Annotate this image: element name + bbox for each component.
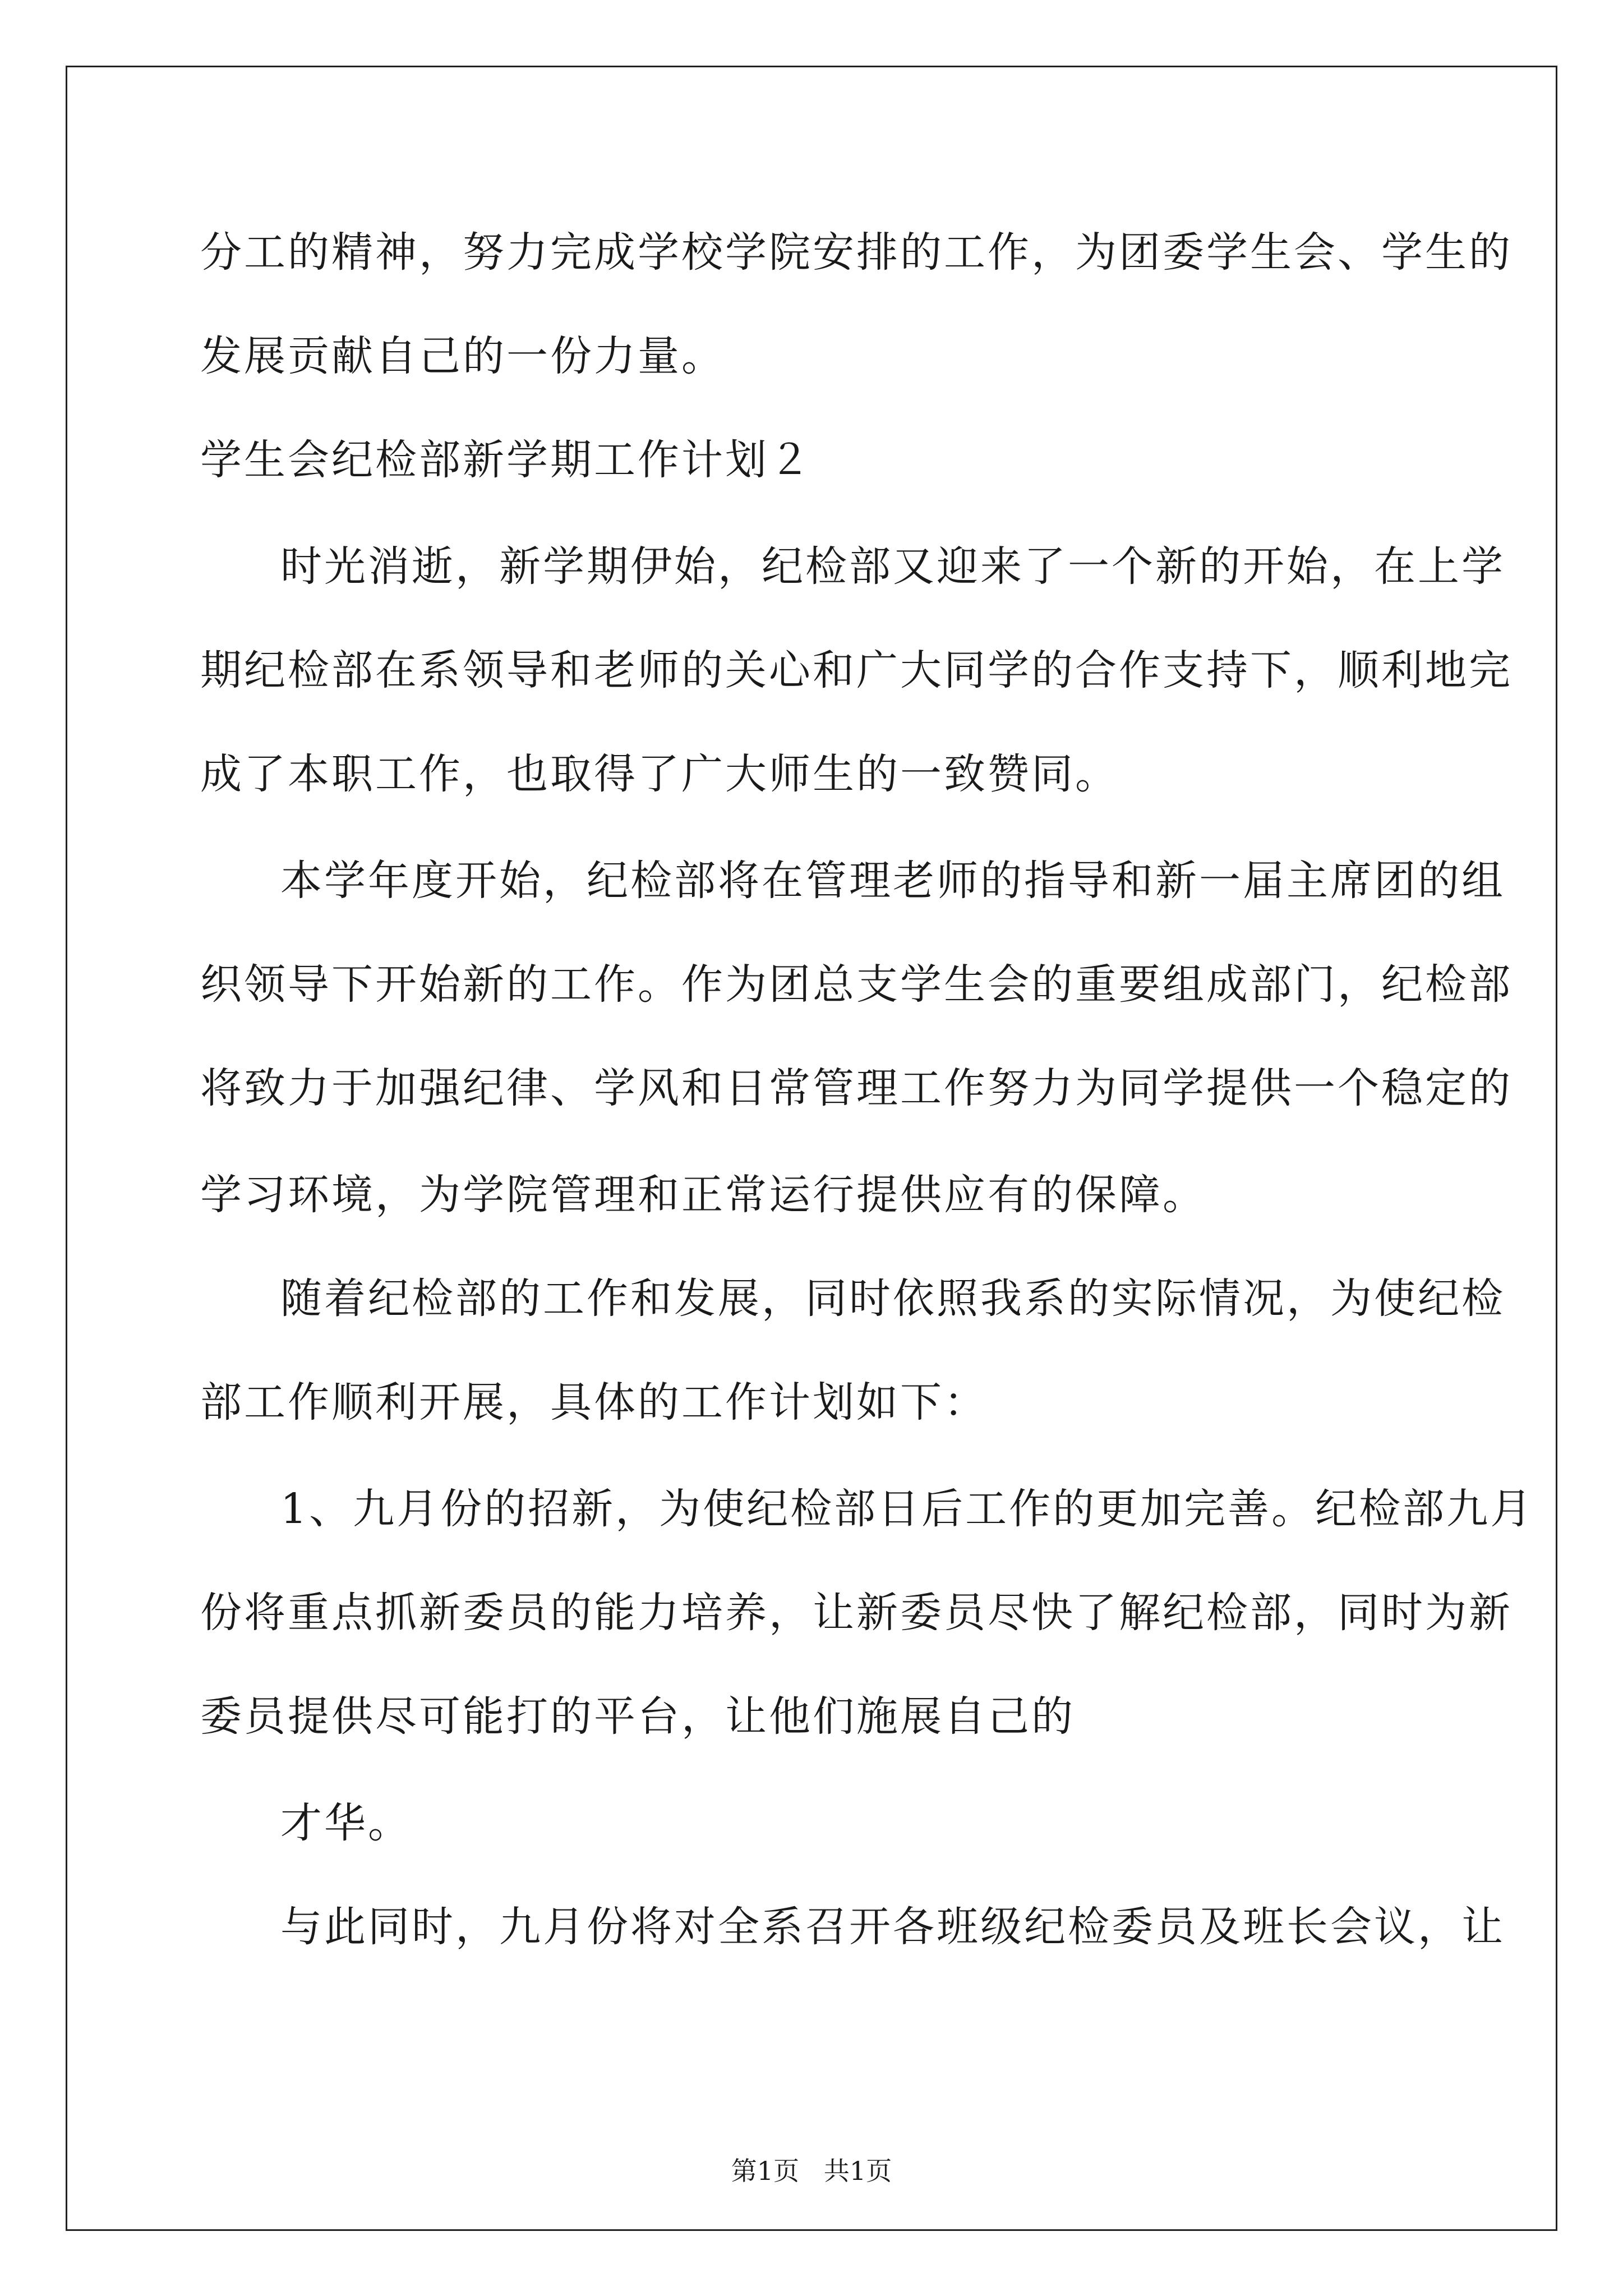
page-footer: 第1页 共1页 [731,2156,892,2186]
body-line: 委员提供尽可能打的平台，让他们施展自己的 [200,1692,1075,1741]
body-line: 学习环境，为学院管理和正常运行提供应有的保障。 [200,1171,1206,1219]
body-line: 期纪检部在系领导和老师的关心和广大同学的合作支持下，顺利地完 [200,646,1513,694]
paragraph-first-line: 本学年度开始，纪检部将在管理老师的指导和新一届主席团的组 [280,857,1505,905]
body-line: 分工的精神，努力完成学校学院安排的工作，为团委学生会、学生的 [200,228,1513,277]
body-line: 成了本职工作，也取得了广大师生的一致赞同。 [200,750,1119,798]
paragraph-first-line: 时光消逝，新学期伊始，纪检部又迎来了一个新的开始，在上学 [280,542,1505,591]
body-line: 织领导下开始新的工作。作为团总支学生会的重要组成部门，纪检部 [200,960,1513,1009]
body-line: 将致力于加强纪律、学风和日常管理工作努力为同学提供一个稳定的 [200,1064,1513,1112]
body-line: 才华。 [280,1799,412,1847]
paragraph-first-line: 1、九月份的招新，为使纪检部日后工作的更加完善。纪检部九月 [280,1485,1534,1533]
body-line: 部工作顺利开展，具体的工作计划如下： [200,1378,988,1427]
body-line: 份将重点抓新委员的能力培养，让新委员尽快了解纪检部，同时为新 [200,1589,1513,1637]
body-line: 发展贡献自己的一份力量。 [200,332,725,380]
section-title: 学生会纪检部新学期工作计划２ [200,436,813,484]
paragraph-first-line: 与此同时，九月份将对全系召开各班级纪检委员及班长会议，让 [280,1903,1505,1951]
paragraph-first-line: 随着纪检部的工作和发展，同时依照我系的实际情况，为使纪检 [280,1274,1505,1323]
